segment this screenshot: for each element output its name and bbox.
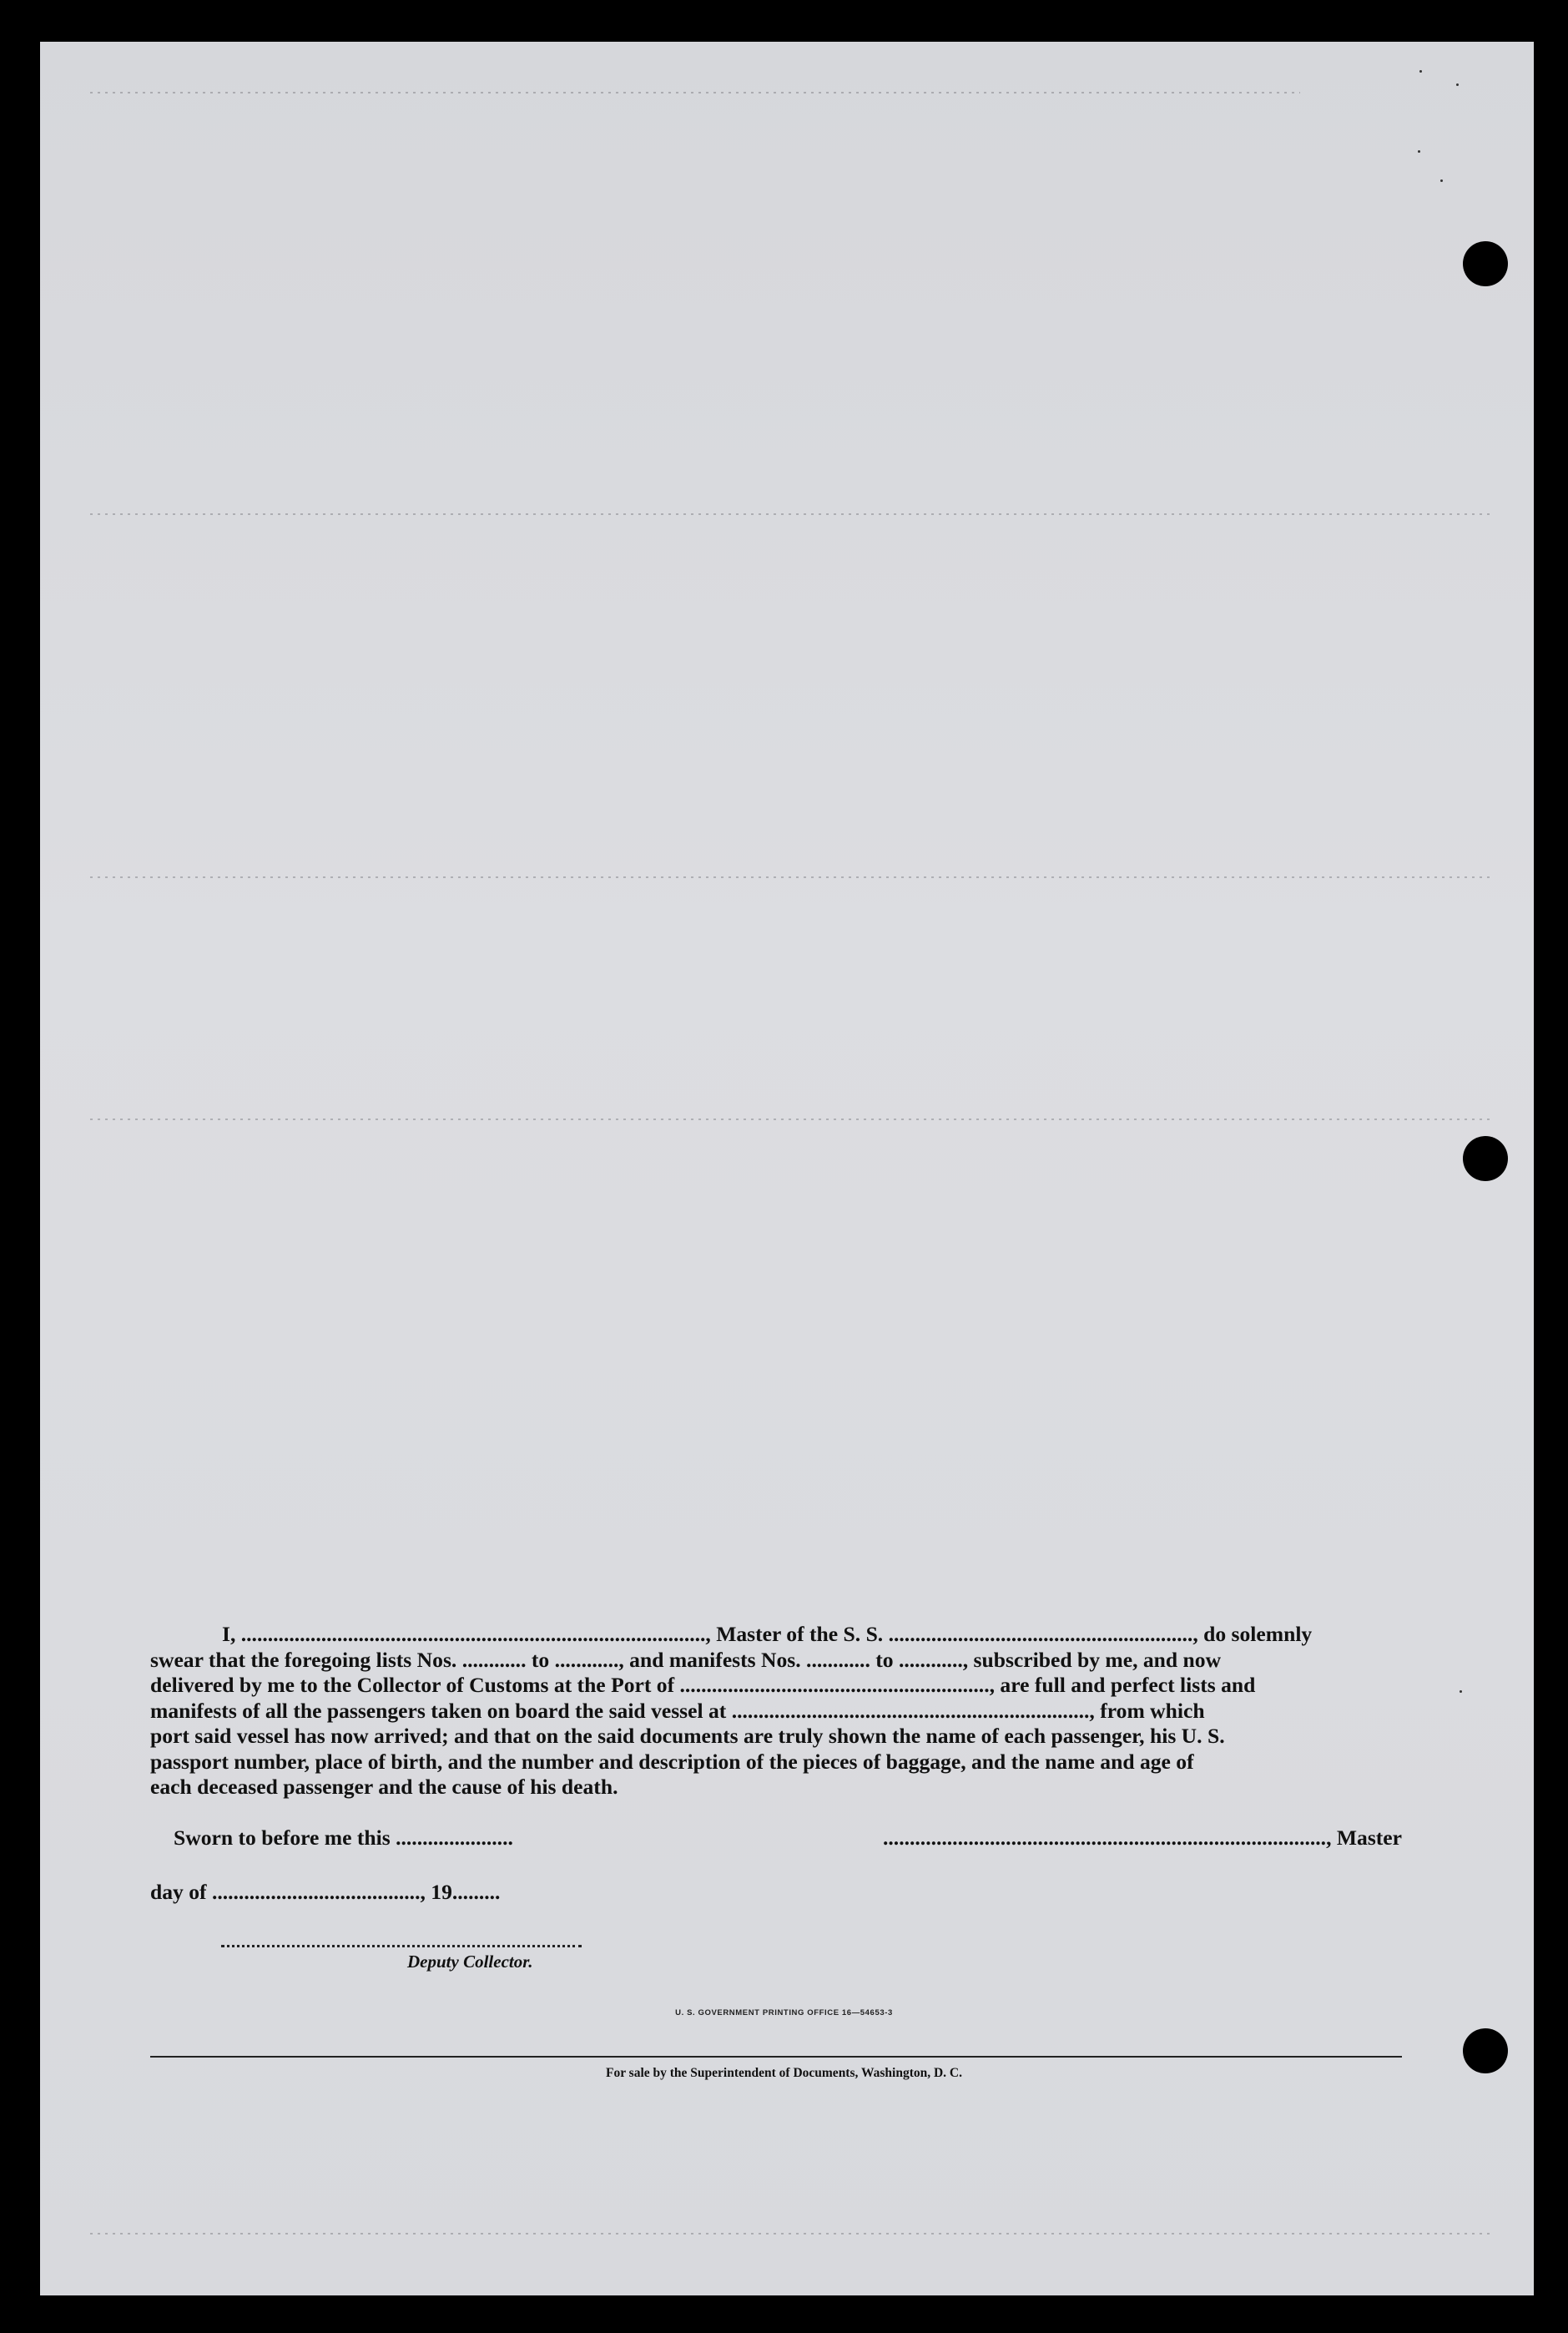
oath-line: each deceased passenger and the cause of his death. [150, 1775, 618, 1799]
speck [1456, 83, 1459, 86]
bleed-through-line [90, 513, 1492, 515]
speck [1418, 150, 1420, 153]
bleed-through-line [90, 876, 1492, 878]
bleed-through-line [90, 92, 1300, 93]
date-line: day of ......................................., 19......... [150, 1880, 501, 1904]
oath-paragraph [150, 1622, 1402, 1800]
oath-line: swear that the foregoing lists Nos. ............ to ............, and manifests Nos. ............ to ............, subscribed by me, and now [150, 1647, 1222, 1672]
oath-line: port said vessel has now arrived; and that on the said documents are truly shown the name of each passenger, his U. S. [150, 1724, 1225, 1748]
master-signature-line: ..................................................................................., Master [883, 1825, 1403, 1850]
oath-line: delivered by me to the Collector of Customs at the Port of .........................................................., are full and perfect lists and [150, 1673, 1256, 1697]
oath-line [150, 1622, 1402, 1648]
oath-line-1: I, ......................................................................................., Master of the S. S. ........................................................., do solemnly [222, 1622, 1313, 1646]
speck [1419, 70, 1422, 73]
punch-hole [1463, 1136, 1508, 1181]
paper-sheet [40, 42, 1534, 2295]
sworn-line: Sworn to before me this ...................... [174, 1825, 513, 1850]
oath-line: passport number, place of birth, and the number and description of the pieces of baggage, and the name and age of [150, 1749, 1194, 1774]
footer-rule [150, 2056, 1402, 2058]
deputy-collector-label: Deputy Collector. [407, 1952, 533, 1972]
speck [1440, 179, 1443, 182]
sale-notice: For sale by the Superintendent of Documents, Washington, D. C. [605, 2066, 962, 2080]
bleed-through-line [90, 1119, 1492, 1120]
gpo-imprint: U. S. GOVERNMENT PRINTING OFFICE 16—54653-3 [675, 2008, 893, 2017]
deputy-signature-line [221, 1945, 582, 1947]
speck [1460, 1690, 1462, 1693]
bleed-through-line [90, 2233, 1492, 2235]
punch-hole [1463, 241, 1508, 286]
oath-line: manifests of all the passengers taken on board the said vessel at ..................................................................., from which [150, 1698, 1205, 1723]
